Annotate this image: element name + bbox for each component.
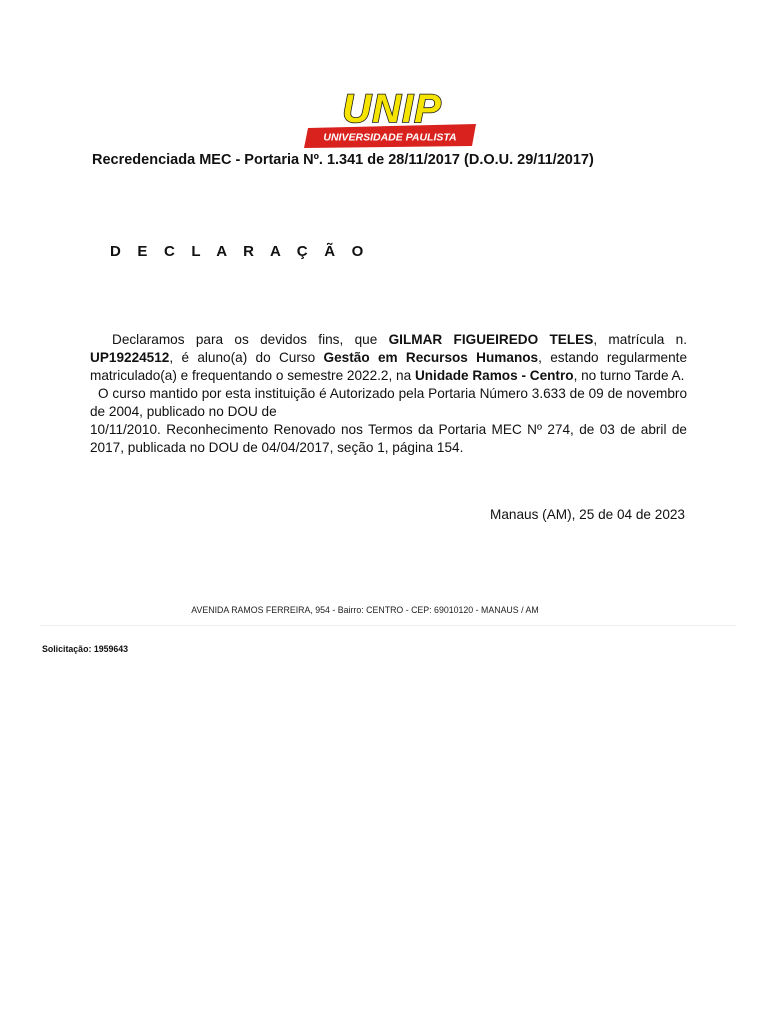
- declaration-paragraph: [90, 331, 687, 385]
- text-segment: , estando regularmente matriculado(a) e frequentando o semestre 2022.2, na: [90, 350, 688, 383]
- course-name: Gestão em Recursos Humanos: [323, 350, 539, 365]
- authorization-text: O curso mantido por esta instituição é Autorizado pela Portaria Número 3.633 de 09 de novembro de 2004, publicado no DOU de: [90, 386, 687, 419]
- campus-name: Unidade Ramos - Centro: [414, 368, 574, 383]
- logo-wordmark: UNIP: [342, 87, 442, 131]
- document-title: D E C L A R A Ç Ã O: [110, 243, 370, 260]
- text-segment: , matrícula n.: [593, 332, 688, 347]
- student-name: GILMAR FIGUEIREDO TELES: [388, 332, 594, 347]
- institution-address: AVENIDA RAMOS FERREIRA, 954 - Bairro: CENTRO - CEP: 69010120 - MANAUS / AM: [191, 605, 539, 615]
- text-segment: , no turno Tarde A.: [573, 368, 685, 383]
- registration-number: UP19224512: [90, 350, 170, 365]
- unip-logo-graphic: [300, 86, 480, 152]
- footer-divider: [40, 625, 736, 626]
- logo-subtitle: UNIVERSIDADE PAULISTA: [323, 131, 457, 144]
- unip-logo: [300, 86, 480, 152]
- accreditation-line: Recredenciada MEC - Portaria Nº. 1.341 de 28/11/2017 (D.O.U. 29/11/2017): [92, 152, 594, 168]
- place-and-date: Manaus (AM), 25 de 04 de 2023: [490, 507, 685, 522]
- authorization-paragraph: [90, 385, 687, 421]
- text-segment: , é aluno(a) do Curso: [169, 350, 324, 365]
- recognition-paragraph: [90, 421, 687, 457]
- text-segment: Declaramos para os devidos fins, que: [112, 332, 389, 347]
- declaration-body: [90, 331, 687, 457]
- request-number: Solicitação: 1959643: [42, 644, 129, 654]
- recognition-text: 10/11/2010. Reconhecimento Renovado nos Termos da Portaria MEC Nº 274, de 03 de abril de 2017, publicada no DOU de 04/04/2017, seção 1, página 154.: [90, 422, 687, 455]
